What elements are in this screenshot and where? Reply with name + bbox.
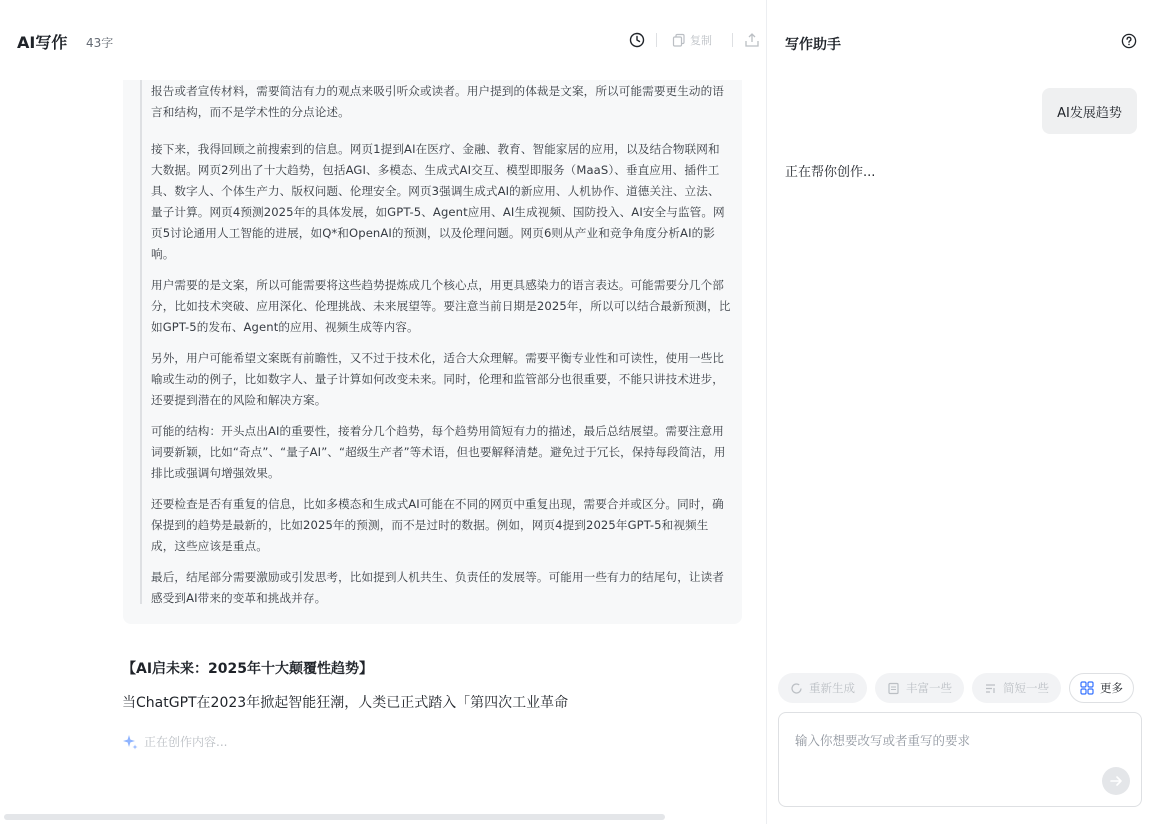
more-button[interactable] [1069,673,1134,703]
help-icon[interactable] [1121,33,1137,49]
assistant-status: 正在帮你创作... [785,165,876,180]
app-title: AI写作 [17,33,68,52]
thinking-paragraph: 报告或者宣传材料，需要简洁有力的观点来吸引听众或读者。用户提到的体裁是文案，所以可能需要更生动的语言和结构，而不是学术性的分点论述。 [151,84,724,119]
toolbar-divider [656,33,657,47]
copy-icon [672,33,686,47]
more-label: 更多 [1100,681,1123,695]
enrich-button[interactable] [875,673,964,703]
writing-assistant-panel [766,0,1152,824]
thinking-box [123,60,742,624]
thinking-paragraph: 最后，结尾部分需要激励或引发思考，比如提到人机共生、负责任的发展等。可能用一些有力的结尾句，让读者感受到AI带来的变革和挑战并存。 [151,570,724,605]
grid-icon [1080,681,1094,695]
shorten-icon [984,682,997,695]
send-arrow-icon [1109,774,1123,788]
user-message-bubble: AI发展趋势 [1042,88,1137,134]
editor-toolbar [0,0,766,80]
generating-label: 正在创作内容... [144,735,228,749]
thinking-paragraph: 另外，用户可能希望文案既有前瞻性，又不过于技术化，适合大众理解。需要平衡专业性和可读性，使用一些比喻或生动的例子，比如数字人、量子计算如何改变未来。同时，伦理和监管部分也很重要，不能只讲技术进步，还要提到潜在的风险和解决方案。 [151,351,724,407]
shorten-label: 简短一些 [1003,681,1049,695]
thinking-paragraph: 用户需要的是文案，所以可能需要将这些趋势提炼成几个核心点，用更具感染力的语言表达。可能需要分几个部分，比如技术突破、应用深化、伦理挑战、未来展望等。要注意当前日期是2025年，所以可以结合最新预测，比如GPT-5的发布、Agent的应用、视频生成等内容。 [151,278,731,334]
send-button[interactable] [1102,767,1130,795]
action-chips [778,673,1134,703]
shorten-button[interactable] [972,673,1061,703]
article-title: 【AI启未来：2025年十大颠覆性趋势】 [122,661,374,677]
generating-indicator [122,733,227,750]
thinking-paragraph: 接下来，我得回顾之前搜索到的信息。网页1提到AI在医疗、金融、教育、智能家居的应用，以及结合物联网和大数据。网页2列出了十大趋势，包括AGI、多模态、生成式AI交互、模型即服务（MaaS）、垂直应用、插件工具、数字人、个体生产力、版权问题、伦理安全。网页3强调生成式AI的新应用、人机协作、道德关注、立法、量子计算。网页4预测2025年的具体发展，如GPT-5、Agent应用、AI生成视频、国防投入、AI安全与监管。网页5讨论通用人工智能的进展，如Q*和OpenAI的预测，以及伦理问题。网页6则从产业和竞争角度分析AI的影响。 [151,142,725,261]
thinking-paragraph: 还要检查是否有重复的信息，比如多模态和生成式AI可能在不同的网页中重复出现，需要合并或区分。同时，确保提到的趋势是最新的，比如2025年的预测，而不是过时的数据。例如，网页4提到2025年GPT-5和视频生成，这些应该是重点。 [151,497,724,553]
regenerate-label: 重新生成 [809,681,855,695]
toolbar-divider [732,33,733,47]
assistant-title: 写作助手 [785,37,841,53]
rewrite-input-container [778,712,1142,807]
rewrite-input[interactable] [795,731,1125,771]
horizontal-scrollbar[interactable] [4,814,665,820]
copy-button[interactable] [672,32,712,48]
thinking-content [140,60,739,604]
sparkle-icon [122,734,138,750]
enrich-label: 丰富一些 [906,681,952,695]
word-count: 43字 [86,36,114,50]
refresh-icon [790,682,803,695]
thinking-paragraph: 可能的结构：开头点出AI的重要性，接着分几个趋势，每个趋势用简短有力的描述，最后总结展望。需要注意用词要新颖，比如“奇点”、“量子AI”、“超级生产者”等术语，但也要解释清楚。避免过于冗长，保持每段简洁，用排比或强调句增强效果。 [151,424,726,480]
regenerate-button[interactable] [778,673,867,703]
copy-label: 复制 [690,34,712,47]
document-icon [887,682,900,695]
article-first-line: 当ChatGPT在2023年掀起智能狂潮，人类已正式踏入「第四次工业革命 [122,695,569,711]
history-icon[interactable] [629,32,645,48]
export-icon[interactable] [744,32,760,48]
